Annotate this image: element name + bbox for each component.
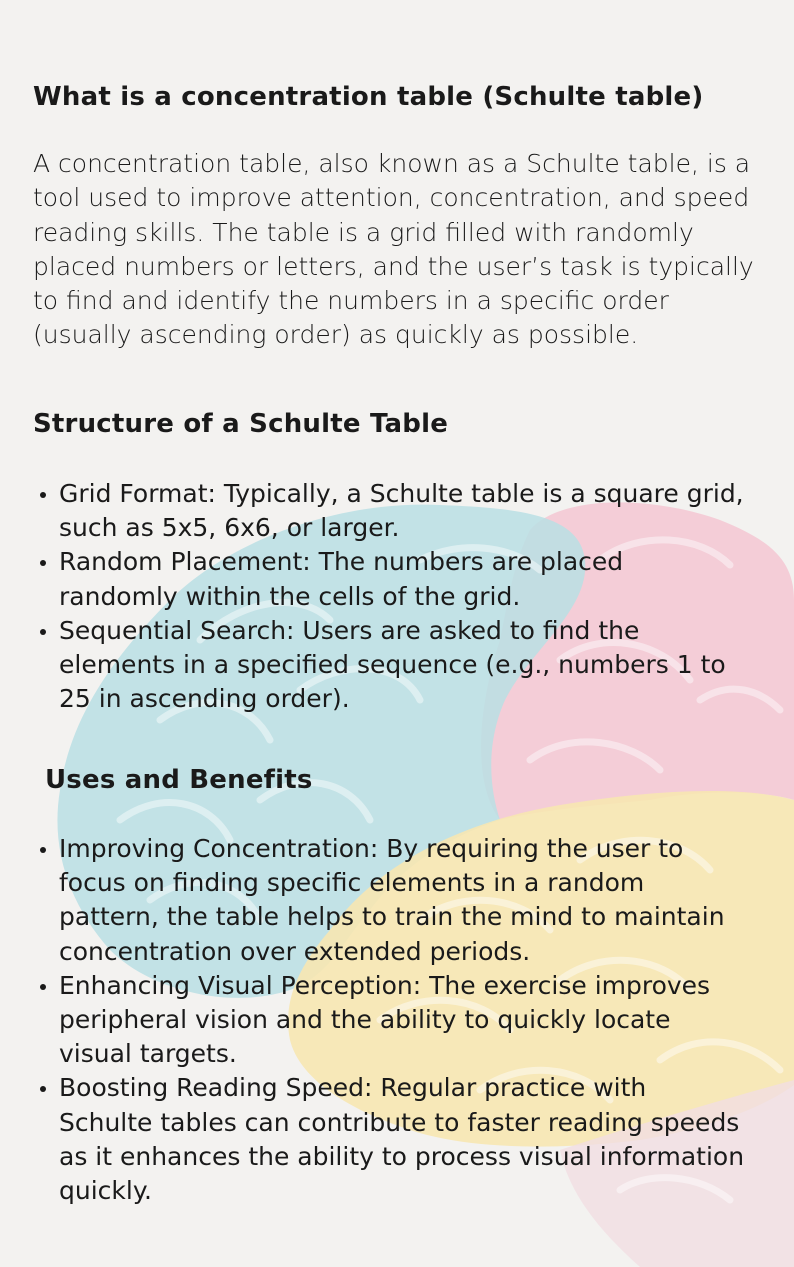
list-item: Sequential Search: Users are asked to find the elements in a specified sequence (e.g., numbers 1 to 25 in ascending order). <box>0 614 745 717</box>
uses-list <box>0 832 745 1208</box>
list-item: Grid Format: Typically, a Schulte table is a square grid, such as 5x5, 6x6, or larger. <box>0 477 745 545</box>
list-item: Boosting Reading Speed: Regular practice with Schulte tables can contribute to faster reading speeds as it enhances the ability to process visual information quickly. <box>0 1071 745 1208</box>
list-item: Random Placement: The numbers are placed randomly within the cells of the grid. <box>0 545 745 613</box>
list-item: Enhancing Visual Perception: The exercise improves peripheral vision and the ability to quickly locate visual targets. <box>0 969 745 1072</box>
structure-list <box>0 477 745 716</box>
intro-paragraph: A concentration table, also known as a Schulte table, is a tool used to improve attention, concentration, and speed reading skills. The table is a grid filled with randomly placed numbers or letters, and the user’s task is typically to find and identify the numbers in a specific order (usually ascending order) as quickly as possible. <box>33 149 754 350</box>
section-title-structure: Structure of a Schulte Table <box>33 409 449 439</box>
section-title-uses: Uses and Benefits <box>45 765 313 795</box>
section-title-intro: What is a concentration table (Schulte table) <box>33 82 704 112</box>
list-item: Improving Concentration: By requiring the user to focus on finding specific elements in a random pattern, the table helps to train the mind to maintain concentration over extended periods. <box>0 832 745 969</box>
